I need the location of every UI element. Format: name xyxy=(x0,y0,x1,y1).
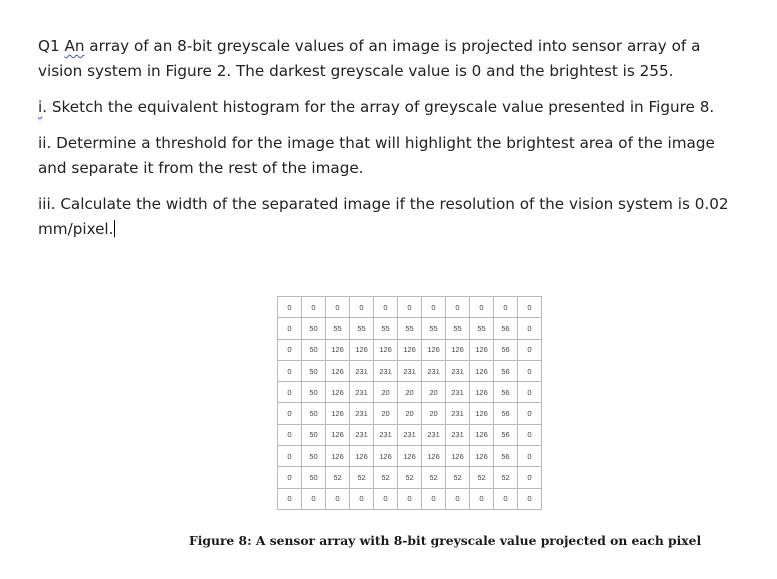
sensor-row xyxy=(278,297,542,318)
question-intro: Q1 An array of an 8-bit greyscale values of an image is projected into sensor array of a vision system in Figure 2. The darkest greyscale value is 0 and the brightest is 255. xyxy=(38,37,701,80)
sensor-cell: 126 xyxy=(422,339,446,360)
sensor-cell: 0 xyxy=(326,297,350,318)
sensor-cell: 56 xyxy=(494,360,518,381)
sensor-cell: 20 xyxy=(422,382,446,403)
sensor-cell: 231 xyxy=(398,424,422,445)
sensor-cell: 126 xyxy=(350,446,374,467)
sensor-cell: 126 xyxy=(326,446,350,467)
sensor-cell: 0 xyxy=(518,297,542,318)
sensor-cell: 52 xyxy=(326,467,350,488)
sensor-cell: 0 xyxy=(278,446,302,467)
sensor-cell: 126 xyxy=(350,339,374,360)
sensor-cell: 55 xyxy=(470,318,494,339)
sensor-row xyxy=(278,467,542,488)
sensor-cell: 56 xyxy=(494,318,518,339)
sensor-cell: 0 xyxy=(518,403,542,424)
sensor-cell: 0 xyxy=(422,297,446,318)
sensor-cell: 0 xyxy=(398,297,422,318)
sensor-cell: 126 xyxy=(398,339,422,360)
sensor-cell: 231 xyxy=(446,424,470,445)
sensor-cell: 231 xyxy=(350,403,374,424)
sensor-cell: 0 xyxy=(278,318,302,339)
sensor-cell: 55 xyxy=(350,318,374,339)
sensor-array-figure xyxy=(277,296,542,510)
sensor-cell: 50 xyxy=(302,403,326,424)
sensor-cell: 231 xyxy=(446,382,470,403)
sensor-row xyxy=(278,403,542,424)
sensor-cell: 231 xyxy=(446,360,470,381)
sensor-cell: 0 xyxy=(518,360,542,381)
sensor-cell: 0 xyxy=(302,488,326,509)
question-part-iii: iii. Calculate the width of the separated image if the resolution of the vision system is 0.02 mm/pixel. xyxy=(38,195,729,238)
sensor-cell: 126 xyxy=(446,339,470,360)
sensor-row xyxy=(278,339,542,360)
sensor-cell: 231 xyxy=(350,382,374,403)
sensor-cell: 56 xyxy=(494,424,518,445)
sensor-cell: 231 xyxy=(374,360,398,381)
sensor-cell: 126 xyxy=(422,446,446,467)
sensor-cell: 0 xyxy=(518,488,542,509)
sensor-cell: 126 xyxy=(470,382,494,403)
sensor-cell: 50 xyxy=(302,339,326,360)
sensor-cell: 0 xyxy=(470,488,494,509)
sensor-cell: 126 xyxy=(374,446,398,467)
sensor-cell: 0 xyxy=(278,382,302,403)
sensor-cell: 0 xyxy=(278,467,302,488)
sensor-row xyxy=(278,446,542,467)
sensor-cell: 0 xyxy=(278,424,302,445)
sensor-cell: 0 xyxy=(518,318,542,339)
sensor-cell: 0 xyxy=(374,297,398,318)
sensor-cell: 55 xyxy=(398,318,422,339)
sensor-cell: 0 xyxy=(278,488,302,509)
sensor-cell: 52 xyxy=(374,467,398,488)
sensor-cell: 126 xyxy=(374,339,398,360)
sensor-cell: 20 xyxy=(374,382,398,403)
sensor-array-table xyxy=(277,296,542,510)
sensor-cell: 0 xyxy=(446,297,470,318)
sensor-cell: 0 xyxy=(278,339,302,360)
sensor-cell: 55 xyxy=(326,318,350,339)
sensor-cell: 56 xyxy=(494,446,518,467)
sensor-cell: 0 xyxy=(398,488,422,509)
sensor-cell: 0 xyxy=(518,446,542,467)
sensor-cell: 231 xyxy=(422,360,446,381)
sensor-cell: 126 xyxy=(446,446,470,467)
sensor-cell: 0 xyxy=(494,297,518,318)
sensor-cell: 126 xyxy=(326,339,350,360)
sensor-cell: 231 xyxy=(422,424,446,445)
sensor-cell: 52 xyxy=(470,467,494,488)
sensor-cell: 52 xyxy=(398,467,422,488)
sensor-cell: 50 xyxy=(302,360,326,381)
sensor-cell: 231 xyxy=(398,360,422,381)
sensor-cell: 52 xyxy=(446,467,470,488)
sensor-cell: 126 xyxy=(470,424,494,445)
sensor-cell: 126 xyxy=(470,446,494,467)
sensor-cell: 0 xyxy=(494,488,518,509)
question-text[interactable] xyxy=(38,34,738,253)
sensor-cell: 126 xyxy=(470,360,494,381)
sensor-cell: 52 xyxy=(422,467,446,488)
sensor-cell: 50 xyxy=(302,424,326,445)
sensor-cell: 0 xyxy=(518,382,542,403)
sensor-cell: 126 xyxy=(398,446,422,467)
sensor-cell: 50 xyxy=(302,382,326,403)
sensor-cell: 0 xyxy=(374,488,398,509)
question-part-i: i. Sketch the equivalent histogram for the array of greyscale value presented in Figure 8. xyxy=(38,98,715,116)
figure-caption: Figure 8: A sensor array with 8-bit greyscale value projected on each pixel xyxy=(189,533,702,548)
sensor-cell: 0 xyxy=(278,297,302,318)
sensor-cell: 126 xyxy=(326,403,350,424)
sensor-cell: 126 xyxy=(326,382,350,403)
sensor-cell: 20 xyxy=(398,403,422,424)
sensor-cell: 0 xyxy=(446,488,470,509)
sensor-cell: 56 xyxy=(494,339,518,360)
sensor-cell: 126 xyxy=(470,403,494,424)
sensor-row xyxy=(278,360,542,381)
sensor-cell: 231 xyxy=(350,360,374,381)
sensor-cell: 0 xyxy=(518,424,542,445)
sensor-cell: 0 xyxy=(350,297,374,318)
sensor-cell: 52 xyxy=(350,467,374,488)
sensor-cell: 0 xyxy=(518,467,542,488)
sensor-cell: 55 xyxy=(422,318,446,339)
sensor-cell: 0 xyxy=(302,297,326,318)
question-part-ii: ii. Determine a threshold for the image that will highlight the brightest area of the image and separate it from the rest of the image. xyxy=(38,134,715,177)
sensor-cell: 20 xyxy=(422,403,446,424)
sensor-cell: 126 xyxy=(326,424,350,445)
sensor-cell: 0 xyxy=(326,488,350,509)
sensor-cell: 0 xyxy=(470,297,494,318)
sensor-cell: 56 xyxy=(494,382,518,403)
sensor-cell: 0 xyxy=(278,360,302,381)
sensor-cell: 0 xyxy=(422,488,446,509)
sensor-row xyxy=(278,382,542,403)
text-cursor xyxy=(114,220,115,237)
sensor-cell: 50 xyxy=(302,467,326,488)
sensor-cell: 50 xyxy=(302,318,326,339)
sensor-cell: 0 xyxy=(518,339,542,360)
sensor-cell: 231 xyxy=(374,424,398,445)
spelling-flag-i[interactable]: i xyxy=(38,98,43,116)
sensor-row xyxy=(278,488,542,509)
sensor-cell: 55 xyxy=(374,318,398,339)
spelling-flag-an[interactable]: An xyxy=(64,37,85,55)
sensor-cell: 20 xyxy=(398,382,422,403)
sensor-cell: 0 xyxy=(278,403,302,424)
sensor-cell: 0 xyxy=(350,488,374,509)
sensor-cell: 56 xyxy=(494,403,518,424)
sensor-cell: 231 xyxy=(446,403,470,424)
sensor-cell: 126 xyxy=(470,339,494,360)
sensor-cell: 50 xyxy=(302,446,326,467)
sensor-row xyxy=(278,318,542,339)
sensor-cell: 55 xyxy=(446,318,470,339)
sensor-row xyxy=(278,424,542,445)
sensor-cell: 52 xyxy=(494,467,518,488)
sensor-cell: 20 xyxy=(374,403,398,424)
sensor-cell: 126 xyxy=(326,360,350,381)
sensor-cell: 231 xyxy=(350,424,374,445)
